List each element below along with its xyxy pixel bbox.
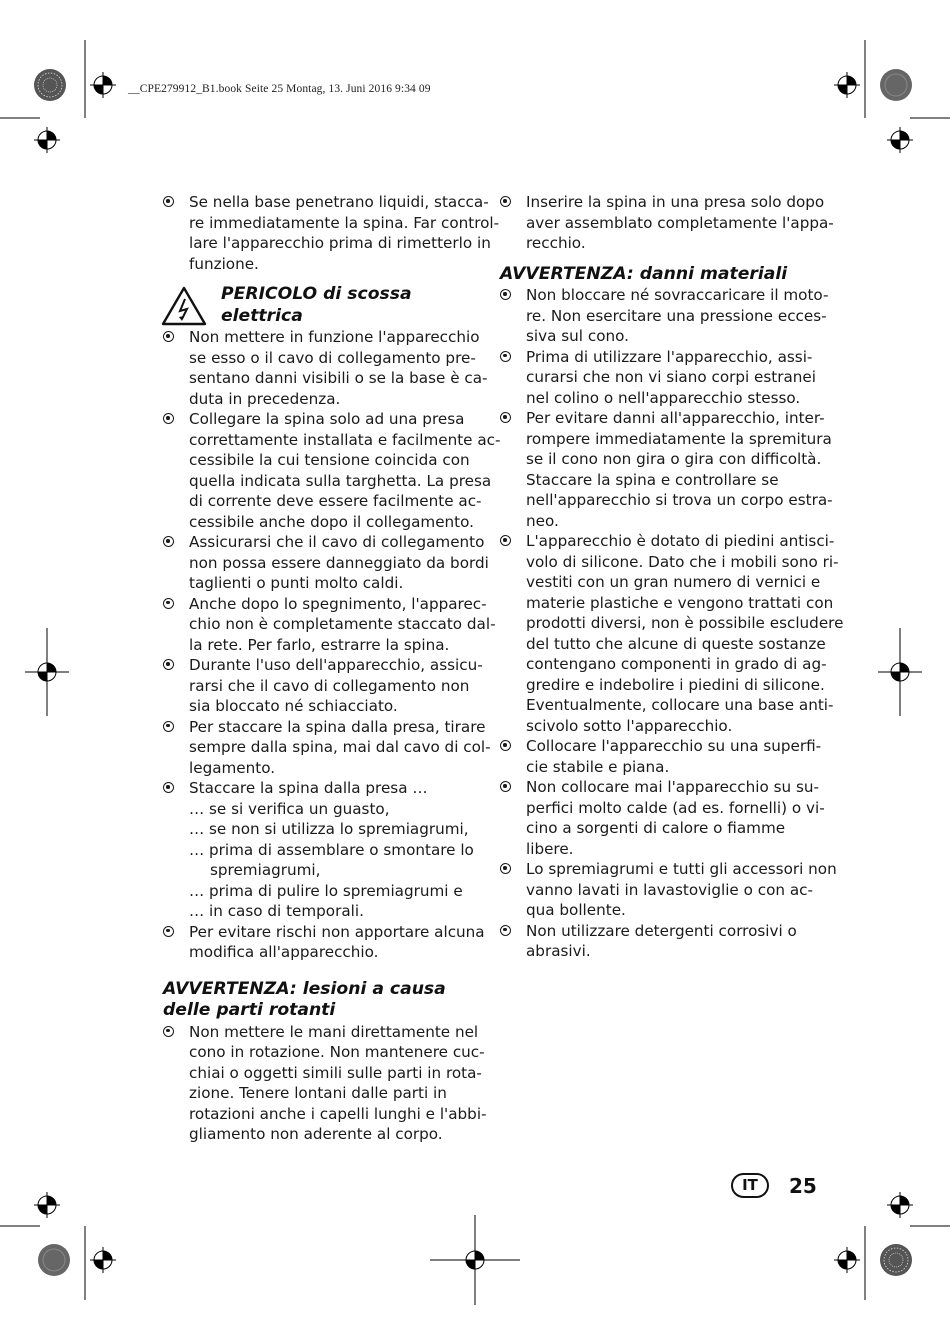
- page-number: 25: [789, 1174, 817, 1198]
- text-line: cessibile anche dopo il collegamento.: [189, 512, 474, 531]
- list-item: [500, 347, 820, 409]
- text-line: sempre dalla spina, mai dal cavo di col-: [189, 738, 491, 756]
- sub-item-continuation: spremiagrumi,: [210, 861, 321, 879]
- danger-section: [163, 284, 483, 327]
- material-damage-list: [500, 285, 844, 962]
- text-line: di corrente deve essere facilmente ac-: [189, 492, 482, 510]
- text-line: funzione.: [189, 254, 259, 273]
- text-line: Per staccare la spina dalla presa, tirare: [189, 717, 486, 736]
- list-item: [500, 859, 837, 921]
- bullet-icon: [500, 781, 511, 792]
- bullet-icon: [163, 331, 174, 342]
- text-line: Prima di utilizzare l'apparecchio, assi-: [526, 347, 813, 366]
- text-line: neo.: [526, 511, 559, 530]
- list-item: [163, 532, 489, 594]
- text-line: recchio.: [526, 234, 586, 252]
- text-line: abrasivi.: [526, 942, 591, 960]
- sub-item: … prima di pulire lo spremiagrumi e: [189, 881, 463, 900]
- text-line: vestiti con un gran numero di vernici e: [526, 573, 821, 591]
- text-line: Non bloccare né sovraccaricare il moto-: [526, 286, 829, 304]
- text-line: vanno lavati in lavastoviglie o con ac-: [526, 880, 813, 899]
- text-line: elettrica: [221, 305, 303, 326]
- text-line: rarsi che il cavo di collegamento non: [189, 676, 470, 695]
- bullet-icon: [163, 598, 174, 609]
- text-line: gliamento non aderente al corpo.: [189, 1125, 443, 1143]
- text-line: perfici molto calde (ad es. fornelli) o vi-: [526, 798, 825, 817]
- list-item: [500, 921, 820, 962]
- bullet-icon: [500, 196, 511, 207]
- bullet-icon: [500, 863, 511, 874]
- text-line: correttamente installata e facilmente ac-: [189, 430, 501, 449]
- text-line: Non mettere in funzione l'apparecchio: [189, 328, 480, 346]
- text-line: scivolo sotto l'apparecchio.: [526, 716, 733, 735]
- list-item: [163, 192, 500, 274]
- text-line: lare l'apparecchio prima di rimetterlo in: [189, 234, 491, 252]
- text-line: Durante l'uso dell'apparecchio, assicu-: [189, 656, 483, 674]
- print-header: __CPE279912_B1.book Seite 25 Montag, 13. Juni 2016 9:34 09: [128, 83, 431, 95]
- text-line: sentano danni visibili o se la base è ca-: [189, 369, 488, 387]
- bullet-icon: [500, 412, 511, 423]
- list-item: [163, 717, 491, 779]
- text-line: Non utilizzare detergenti corrosivi o: [526, 921, 797, 940]
- text-line: Per evitare danni all'apparecchio, inter-: [526, 409, 825, 427]
- text-line: Eventualmente, collocare una base anti-: [526, 696, 834, 714]
- bullet-icon: [163, 782, 174, 793]
- danger-list: [163, 327, 501, 778]
- text-line: qua bollente.: [526, 901, 626, 919]
- list-item: [163, 594, 496, 656]
- text-line: cono in rotazione. Non mantenere cuc-: [189, 1043, 485, 1061]
- list-item: [500, 736, 820, 777]
- text-line: Assicurarsi che il cavo di collegamento: [189, 533, 485, 551]
- bullet-icon: [500, 351, 511, 362]
- text-line: Collocare l'apparecchio su una superfi-: [526, 737, 822, 755]
- bullet-icon: [163, 926, 174, 937]
- text-line: prodotti diversi, non è possibile escludere: [526, 614, 844, 632]
- list-item: [500, 192, 834, 254]
- text-line: legamento.: [189, 758, 276, 777]
- text-line: materie plastiche e vengono trattati con: [526, 593, 834, 612]
- text-line: se il cono non gira o gira con difficoltà.: [526, 450, 822, 468]
- list-item: [500, 777, 825, 859]
- text-line: cino a sorgenti di calore o fiamme: [526, 819, 786, 837]
- bullet-icon: [500, 535, 511, 546]
- text-line: chiai o oggetti simili sulle parti in rota-: [189, 1063, 482, 1082]
- text-line: gredire e indebolire i piedini di silicone.: [526, 675, 825, 694]
- text-line: re immediatamente la spina. Far control-: [189, 213, 500, 232]
- text-line: chio non è completamente staccato dal-: [189, 615, 496, 633]
- text-line: rotazioni anche i capelli lunghi e l'abbi-: [189, 1104, 487, 1123]
- bullet-icon: [163, 1026, 174, 1037]
- text-line: Anche dopo lo spegnimento, l'apparec-: [189, 594, 487, 613]
- danger-heading: [163, 284, 483, 327]
- text-line: Non mettere le mani direttamente nel: [189, 1022, 479, 1041]
- text-line: Se nella base penetrano liquidi, stacca-: [189, 193, 489, 211]
- text-line: nel colino o nell'apparecchio stesso.: [526, 388, 801, 407]
- text-line: Staccare la spina e controllare se: [526, 470, 779, 489]
- list-item: [163, 922, 483, 963]
- text-line: curarsi che non vi siano corpi estranei: [526, 368, 816, 386]
- electric-shock-warning-icon: [161, 286, 207, 326]
- material-damage-heading: [500, 264, 820, 286]
- right-column: [500, 192, 844, 962]
- bullet-icon: [500, 289, 511, 300]
- list-item: [163, 327, 488, 409]
- text-line: rompere immediatamente la spremitura: [526, 429, 832, 448]
- text-line: quella indicata sulla targhetta. La presa: [189, 471, 492, 490]
- list-item: [163, 1022, 487, 1145]
- bullet-icon: [500, 925, 511, 936]
- text-line: Inserire la spina in una presa solo dopo: [526, 193, 825, 211]
- sub-item: … se non si utilizza lo spremiagrumi,: [189, 820, 469, 838]
- list-item: [163, 655, 483, 717]
- list-item: [500, 408, 833, 531]
- text-line: taglienti o punti molto caldi.: [189, 574, 404, 592]
- unplug-lead: Staccare la spina dalla presa …: [189, 779, 428, 797]
- bullet-icon: [163, 536, 174, 547]
- text-line: cessibile la cui tensione coincida con: [189, 451, 470, 469]
- list-item: [163, 409, 501, 532]
- text-line: L'apparecchio è dotato di piedini antisci-: [526, 532, 835, 550]
- text-line: AVVERTENZA: lesioni a causa: [163, 978, 446, 999]
- text-line: zione. Tenere lontani dalle parti in: [189, 1084, 447, 1102]
- text-line: sia bloccato né schiacciato.: [189, 697, 398, 715]
- unplug-list-item: [163, 778, 483, 922]
- bullet-icon: [163, 413, 174, 424]
- bullet-icon: [163, 721, 174, 732]
- bullet-icon: [500, 740, 511, 751]
- language-badge: IT: [731, 1173, 769, 1198]
- text-line: duta in precedenza.: [189, 389, 341, 408]
- bullet-icon: [163, 659, 174, 670]
- text-line: aver assemblato completamente l'appa-: [526, 213, 834, 232]
- text-line: del tutto che alcune di queste sostanze: [526, 634, 826, 653]
- text-line: se esso o il cavo di collegamento pre-: [189, 348, 476, 367]
- text-line: contengano componenti in grado di ag-: [526, 655, 827, 673]
- text-line: Lo spremiagrumi e tutti gli accessori non: [526, 860, 837, 878]
- text-line: non possa essere danneggiato da bordi: [189, 553, 489, 572]
- text-line: delle parti rotanti: [163, 1000, 336, 1020]
- left-column: [163, 192, 501, 1145]
- text-line: re. Non esercitare una pressione ecces-: [526, 306, 827, 325]
- text-line: Non collocare mai l'apparecchio su su-: [526, 778, 819, 796]
- text-line: cie stabile e piana.: [526, 757, 670, 776]
- text-line: AVVERTENZA: danni materiali: [500, 263, 788, 284]
- text-line: libere.: [526, 839, 574, 858]
- sub-item: … in caso di temporali.: [189, 902, 364, 920]
- text-line: Per evitare rischi non apportare alcuna: [189, 922, 485, 941]
- sub-item: … prima di assemblare o smontare lo: [189, 840, 474, 859]
- text-line: la rete. Per farlo, estrarre la spina.: [189, 635, 450, 654]
- bullet-icon: [163, 196, 174, 207]
- text-line: siva sul cono.: [526, 327, 629, 345]
- text-line: Collegare la spina solo ad una presa: [189, 410, 465, 428]
- list-item: [500, 285, 829, 347]
- sub-item: … se si verifica un guasto,: [189, 799, 390, 818]
- text-line: volo di silicone. Dato che i mobili sono ri-: [526, 552, 839, 571]
- text-line: modifica all'apparecchio.: [189, 943, 379, 961]
- text-line: PERICOLO di scossa: [221, 284, 412, 304]
- rotating-parts-heading: [163, 979, 483, 1022]
- text-line: nell'apparecchio si trova un corpo estra-: [526, 491, 833, 509]
- list-item: [500, 531, 844, 736]
